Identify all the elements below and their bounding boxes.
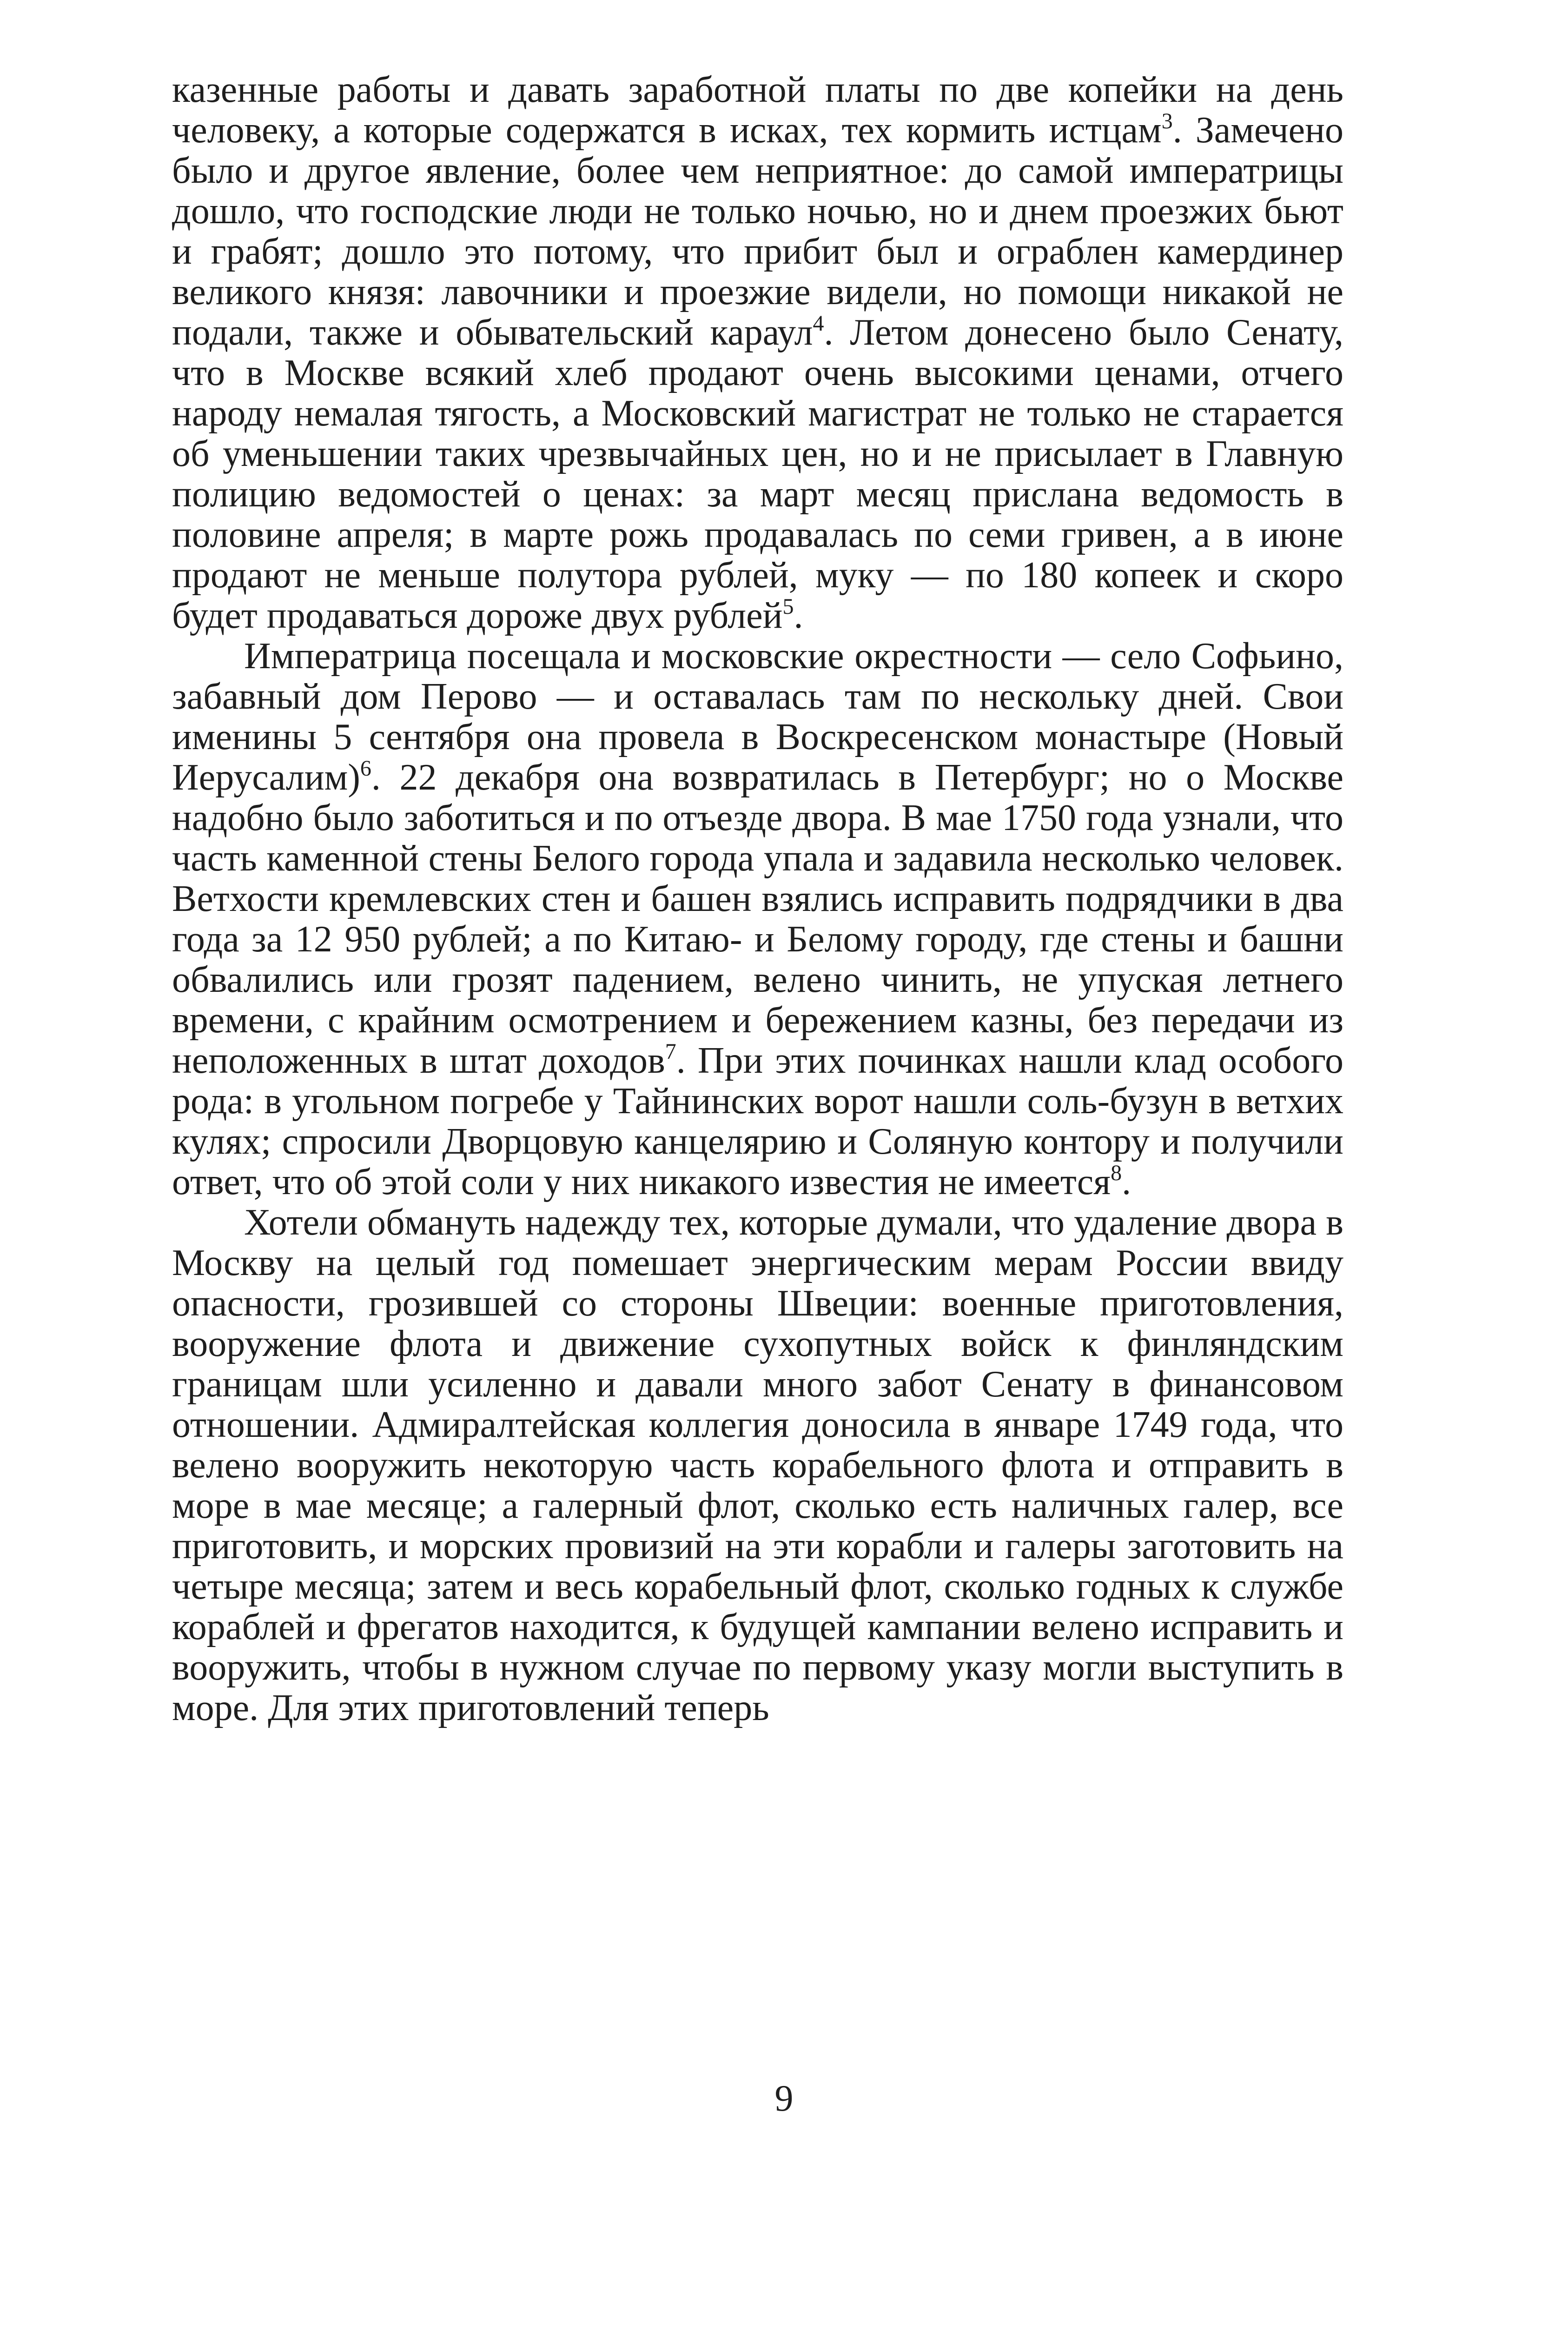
paragraph-2 bbox=[172, 636, 1343, 1202]
text-segment: Императрица посещала и московские окрестности — село Софьино, забавный дом Перово — и оставалась там по нескольку дней. Свои именины 5 сентября она провела в Воскресенском монастыре (Новый Иерусалим) bbox=[172, 636, 1343, 798]
page-body bbox=[172, 70, 1343, 1728]
footnote-marker[interactable]: 4 bbox=[813, 311, 824, 336]
page-number: 9 bbox=[774, 2078, 794, 2119]
text-segment: . При этих починках нашли клад особого рода: в угольном погребе у Тайнинских ворот нашли соль-бузун в ветхих кулях; спросили Дворцовую канцелярию и Соляную контору и получили ответ, что об этой соли у них никакого известия не имеется bbox=[172, 1040, 1344, 1202]
footnote-marker[interactable]: 3 bbox=[1161, 109, 1173, 133]
text-segment: . bbox=[794, 595, 803, 636]
text-segment: . 22 декабря она возвратилась в Петербург; но о Москве надобно было заботиться и по отъезде двора. В мае 1750 года узнали, что часть каменной стены Белого города упала и задавила несколько человек. Ветхости кремлевских стен и башен взялись исправить подрядчики в два года за 12 950 рублей; а по Китаю- и Белому городу, где стены и башни обвалились или грозят падением, велено чинить, не упуская летнего времени, с крайним осмотрением и бережением казны, без передачи из неположенных в штат доходов bbox=[172, 757, 1343, 1081]
text-segment: . bbox=[1122, 1162, 1131, 1202]
text-segment: . Летом донесено было Сенату, что в Москве всякий хлеб продают очень высокими ценами, отчего народу немалая тягость, а Московский магистрат не только не старается об уменьшении таких чрезвычайных цен, но и не присылает в Главную полицию ведомостей о ценах: за март месяц прислана ведомость в половине апреля; в марте рожь продавалась по семи гривен, а в июне продают не меньше полутора рублей, муку — по 180 копеек и скоро будет продаваться дороже двух рублей bbox=[172, 312, 1343, 636]
footnote-marker[interactable]: 8 bbox=[1111, 1161, 1122, 1185]
footnote-marker[interactable]: 5 bbox=[782, 594, 794, 619]
text-segment: . Замечено было и другое явление, более чем неприятное: до самой императрицы дошло, что господские люди не только ночью, но и днем проезжих бьют и грабят; дошло это потому, что прибит был и ограблен камердинер великого князя: лавочники и проезжие видели, но помощи никакой не подали, также и обывательский караул bbox=[172, 110, 1344, 353]
paragraph-1 bbox=[172, 70, 1343, 636]
text-segment: Хотели обмануть надежду тех, которые думали, что удаление двора в Москву на целый год помешает энергическим мерам России ввиду опасности, грозившей со стороны Швеции: военные приготовления, вооружение флота и движение сухопутных войск к финляндским границам шли усиленно и давали много забот Сенату в финансовом отношении. Адмиралтейская коллегия доносила в январе 1749 года, что велено вооружить некоторую часть корабельного флота и отправить в море в мае месяце; а галерный флот, сколько есть наличных галер, все приготовить, и морских провизий на эти корабли и галеры заготовить на четыре месяца; затем и весь корабельный флот, сколько годных к службе кораблей и фрегатов находится, к будущей кампании велено исправить и вооружить, чтобы в нужном случае по первому указу могли выступить в море. Для этих приготовлений теперь bbox=[172, 1202, 1343, 1728]
footnote-marker[interactable]: 6 bbox=[360, 756, 371, 781]
paragraph-3 bbox=[172, 1202, 1343, 1728]
text-segment: казенные работы и давать заработной платы по две копейки на день человеку, а которые содержатся в исках, тех кормить истцам bbox=[172, 69, 1343, 151]
footnote-marker[interactable]: 7 bbox=[665, 1039, 676, 1064]
